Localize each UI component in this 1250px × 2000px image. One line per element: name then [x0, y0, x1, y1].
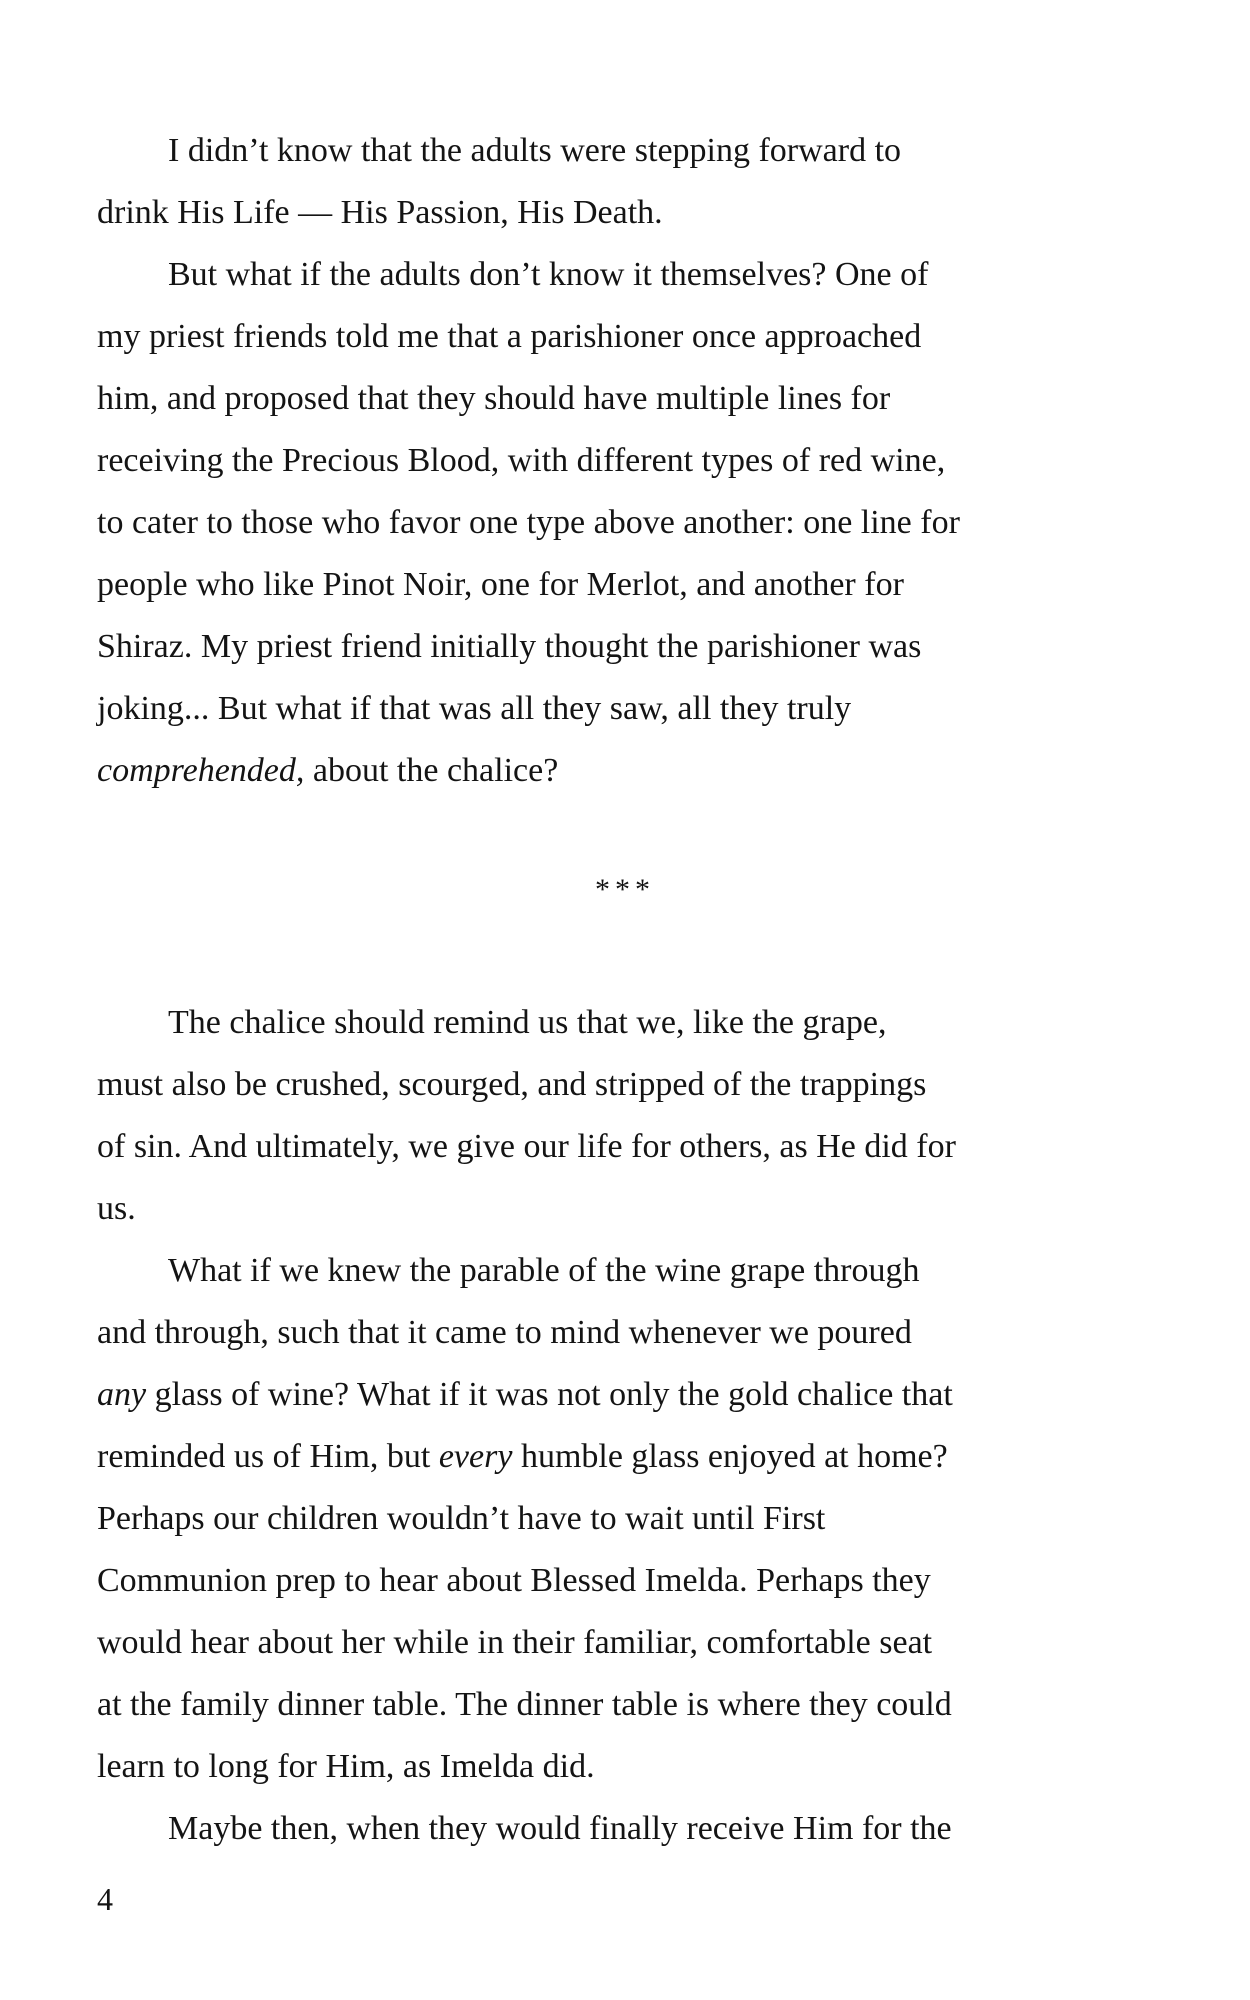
body-text: I didn’t know that the adults were stepping forward to — [168, 132, 902, 169]
body-text: Maybe then, when they would finally receive Him for the — [168, 1810, 952, 1847]
text-line — [97, 678, 1153, 740]
text-line — [97, 1550, 1153, 1612]
body-text: Communion prep to hear about Blessed Imelda. Perhaps they — [97, 1562, 931, 1599]
body-text: Perhaps our children wouldn’t have to wait until First — [97, 1500, 826, 1537]
emphasized-text: comprehended, — [97, 752, 305, 789]
text-line — [97, 120, 1153, 182]
paragraph — [97, 244, 1153, 802]
text-line — [97, 1798, 1153, 1860]
page-number: 4 — [97, 1881, 113, 1917]
text-line — [97, 306, 1153, 368]
emphasized-text: any — [97, 1376, 147, 1413]
body-text: of sin. And ultimately, we give our life for others, as He did for — [97, 1128, 956, 1165]
text-line — [97, 1178, 1153, 1240]
body-text: us. — [97, 1190, 136, 1227]
text-line — [97, 1488, 1153, 1550]
body-text: But what if the adults don’t know it themselves? One of — [168, 256, 929, 293]
body-text: Shiraz. My priest friend initially thought the parishioner was — [97, 628, 922, 665]
emphasized-text: every — [438, 1438, 513, 1475]
text-line — [97, 1116, 1153, 1178]
text-line — [97, 1426, 1153, 1488]
text-line — [97, 182, 1153, 244]
body-text: must also be crushed, scourged, and stripped of the trappings — [97, 1066, 927, 1103]
body-text: would hear about her while in their familiar, comfortable seat — [97, 1624, 933, 1661]
body-text: drink His Life — His Passion, His Death. — [97, 194, 663, 231]
text-line — [97, 1054, 1153, 1116]
text-line — [97, 740, 1153, 802]
paragraph — [97, 1240, 1153, 1798]
body-text: humble glass enjoyed at home? — [512, 1438, 948, 1475]
body-text: him, and proposed that they should have multiple lines for — [97, 380, 891, 417]
text-line — [97, 1612, 1153, 1674]
body-text: about the chalice? — [304, 752, 559, 789]
body-text: to cater to those who favor one type above another: one line for — [97, 504, 960, 541]
text-line — [97, 992, 1153, 1054]
text-line — [97, 368, 1153, 430]
body-text: and through, such that it came to mind whenever we poured — [97, 1314, 912, 1351]
text-line — [97, 1302, 1153, 1364]
body-text: The chalice should remind us that we, like the grape, — [168, 1004, 887, 1041]
paragraph — [97, 992, 1153, 1240]
text-line — [97, 1674, 1153, 1736]
text-line — [97, 244, 1153, 306]
body-text: reminded us of Him, but — [97, 1438, 439, 1475]
body-text: at the family dinner table. The dinner table is where they could — [97, 1686, 952, 1723]
paragraph — [97, 120, 1153, 244]
section-separator: *** — [595, 873, 655, 906]
text-line — [97, 492, 1153, 554]
body-text: my priest friends told me that a parishioner once approached — [97, 318, 922, 355]
body-text: receiving the Precious Blood, with different types of red wine, — [97, 442, 946, 479]
body-text: glass of wine? What if it was not only the gold chalice that — [146, 1376, 953, 1413]
text-line — [97, 616, 1153, 678]
text-line — [97, 1240, 1153, 1302]
text-line — [97, 1364, 1153, 1426]
body-text: people who like Pinot Noir, one for Merlot, and another for — [97, 566, 904, 603]
body-text: learn to long for Him, as Imelda did. — [97, 1748, 595, 1785]
text-line — [97, 1736, 1153, 1798]
text-line — [97, 554, 1153, 616]
body-text: What if we knew the parable of the wine grape through — [168, 1252, 920, 1289]
paragraph — [97, 1798, 1153, 1860]
body-text: joking... But what if that was all they saw, all they truly — [97, 690, 852, 727]
text-line — [97, 430, 1153, 492]
